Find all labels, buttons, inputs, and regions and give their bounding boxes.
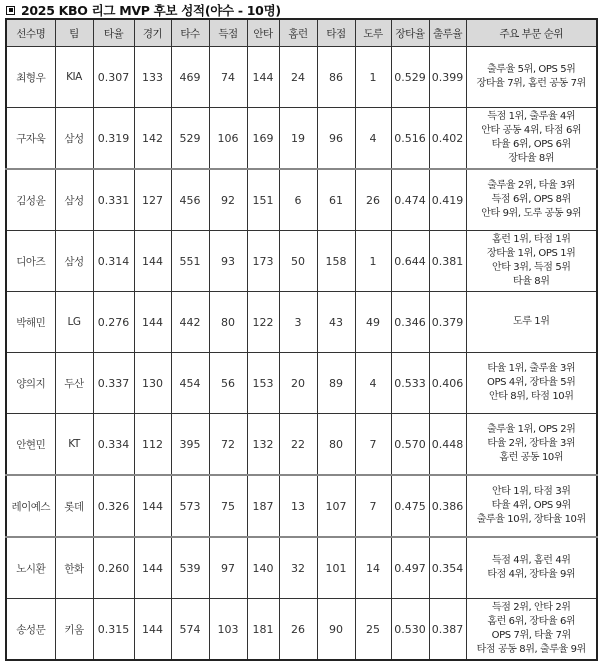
ranking-line: 타율 4위, OPS 9위	[491, 500, 571, 511]
cell-runs: 72	[209, 414, 247, 476]
table-row	[6, 108, 597, 170]
cell-team: 삼성	[55, 231, 93, 292]
cell-rbi: 43	[317, 292, 355, 353]
cell-team: 두산	[55, 353, 93, 414]
cell-key-rankings	[466, 47, 597, 108]
header-col-avg: 타율	[93, 19, 134, 47]
cell-games: 133	[134, 47, 171, 108]
ranking-line: 타율 1위, 출루율 3위	[487, 363, 576, 374]
ranking-line: 도루 1위	[512, 316, 550, 327]
header-col-player: 선수명	[6, 19, 55, 47]
cell-batting-avg: 0.315	[93, 599, 134, 661]
cell-on-base: 0.419	[429, 169, 466, 231]
cell-hits: 153	[247, 353, 279, 414]
cell-runs: 103	[209, 599, 247, 661]
header-col-slg: 장타율	[391, 19, 429, 47]
header-col-rbi: 타점	[317, 19, 355, 47]
table-row	[6, 47, 597, 108]
cell-runs: 75	[209, 475, 247, 537]
cell-batting-avg: 0.337	[93, 353, 134, 414]
ranking-line: 장타율 7위, 홈런 공동 7위	[476, 78, 586, 89]
cell-slugging: 0.474	[391, 169, 429, 231]
cell-home-runs: 13	[279, 475, 317, 537]
cell-key-rankings	[466, 353, 597, 414]
header-col-at-bats: 타수	[171, 19, 209, 47]
cell-team: LG	[55, 292, 93, 353]
ranking-line: 출루율 2위, 타율 3위	[487, 180, 576, 191]
ranking-line: 출루율 5위, OPS 5위	[487, 64, 576, 75]
ranking-line: 득점 2위, 안타 2위	[491, 602, 571, 613]
cell-key-rankings	[466, 169, 597, 231]
cell-at-bats: 551	[171, 231, 209, 292]
cell-batting-avg: 0.319	[93, 108, 134, 170]
table-row	[6, 475, 597, 537]
cell-rbi: 101	[317, 537, 355, 599]
ranking-line: 타율 6위, OPS 6위	[491, 139, 571, 150]
cell-on-base: 0.354	[429, 537, 466, 599]
ranking-line: OPS 4위, 장타율 5위	[487, 377, 576, 388]
header-col-games: 경기	[134, 19, 171, 47]
cell-slugging: 0.475	[391, 475, 429, 537]
cell-team: KIA	[55, 47, 93, 108]
cell-games: 112	[134, 414, 171, 476]
cell-runs: 97	[209, 537, 247, 599]
cell-key-rankings	[466, 414, 597, 476]
cell-runs: 56	[209, 353, 247, 414]
ranking-line: 득점 6위, OPS 8위	[491, 194, 571, 205]
cell-slugging: 0.644	[391, 231, 429, 292]
cell-team: 삼성	[55, 108, 93, 170]
cell-games: 127	[134, 169, 171, 231]
cell-hits: 140	[247, 537, 279, 599]
cell-slugging: 0.533	[391, 353, 429, 414]
ranking-line: 출루율 1위, OPS 2위	[487, 424, 576, 435]
ranking-line: 안타 1위, 타점 3위	[491, 486, 571, 497]
cell-games: 144	[134, 292, 171, 353]
square-bullet-icon	[6, 6, 15, 15]
table-row	[6, 599, 597, 661]
cell-player-name: 노시환	[6, 537, 55, 599]
table-row	[6, 537, 597, 599]
ranking-line: 홈런 공동 10위	[499, 452, 564, 463]
cell-rbi: 90	[317, 599, 355, 661]
cell-runs: 92	[209, 169, 247, 231]
table-row	[6, 292, 597, 353]
header-col-key-rankings: 주요 부문 순위	[466, 19, 597, 47]
cell-slugging: 0.529	[391, 47, 429, 108]
mvp-candidates-table	[5, 18, 598, 661]
cell-home-runs: 50	[279, 231, 317, 292]
cell-player-name: 최형우	[6, 47, 55, 108]
ranking-line: 안타 8위, 타점 10위	[488, 391, 574, 402]
cell-stolen-bases: 49	[355, 292, 391, 353]
cell-games: 130	[134, 353, 171, 414]
cell-stolen-bases: 4	[355, 108, 391, 170]
cell-player-name: 송성문	[6, 599, 55, 661]
ranking-line: 안타 공동 4위, 타점 6위	[481, 125, 582, 136]
cell-runs: 74	[209, 47, 247, 108]
cell-on-base: 0.406	[429, 353, 466, 414]
table-row	[6, 414, 597, 476]
ranking-line: 안타 3위, 득점 5위	[491, 262, 571, 273]
cell-stolen-bases: 14	[355, 537, 391, 599]
cell-rbi: 86	[317, 47, 355, 108]
header-col-stolen-bases: 도루	[355, 19, 391, 47]
cell-batting-avg: 0.331	[93, 169, 134, 231]
cell-home-runs: 3	[279, 292, 317, 353]
cell-on-base: 0.381	[429, 231, 466, 292]
cell-at-bats: 442	[171, 292, 209, 353]
cell-games: 144	[134, 599, 171, 661]
ranking-line: 출루율 10위, 장타율 10위	[476, 514, 586, 525]
cell-stolen-bases: 26	[355, 169, 391, 231]
cell-runs: 80	[209, 292, 247, 353]
cell-key-rankings	[466, 537, 597, 599]
cell-home-runs: 6	[279, 169, 317, 231]
cell-hits: 151	[247, 169, 279, 231]
cell-games: 142	[134, 108, 171, 170]
cell-key-rankings	[466, 599, 597, 661]
cell-slugging: 0.346	[391, 292, 429, 353]
ranking-line: 홈런 6위, 장타율 6위	[487, 616, 576, 627]
cell-on-base: 0.379	[429, 292, 466, 353]
cell-team: 키움	[55, 599, 93, 661]
cell-batting-avg: 0.276	[93, 292, 134, 353]
cell-rbi: 89	[317, 353, 355, 414]
ranking-line: OPS 7위, 타율 7위	[491, 630, 571, 641]
ranking-line: 타율 8위	[512, 276, 550, 287]
cell-player-name: 레이예스	[6, 475, 55, 537]
header-col-home-runs: 홈런	[279, 19, 317, 47]
cell-batting-avg: 0.326	[93, 475, 134, 537]
cell-on-base: 0.402	[429, 108, 466, 170]
cell-home-runs: 19	[279, 108, 317, 170]
cell-stolen-bases: 7	[355, 475, 391, 537]
cell-batting-avg: 0.307	[93, 47, 134, 108]
cell-key-rankings	[466, 292, 597, 353]
cell-at-bats: 456	[171, 169, 209, 231]
cell-at-bats: 529	[171, 108, 209, 170]
cell-home-runs: 24	[279, 47, 317, 108]
header-col-team: 팀	[55, 19, 93, 47]
cell-team: 삼성	[55, 169, 93, 231]
cell-team: KT	[55, 414, 93, 476]
ranking-line: 타점 4위, 장타율 9위	[487, 569, 576, 580]
cell-hits: 169	[247, 108, 279, 170]
cell-player-name: 박해민	[6, 292, 55, 353]
cell-team: 한화	[55, 537, 93, 599]
ranking-line: 홈런 1위, 타점 1위	[491, 234, 571, 245]
cell-player-name: 안현민	[6, 414, 55, 476]
ranking-line: 타율 2위, 장타율 3위	[487, 438, 576, 449]
header-col-runs: 득점	[209, 19, 247, 47]
cell-player-name: 구자욱	[6, 108, 55, 170]
ranking-line: 타점 공동 8위, 출루율 9위	[476, 644, 586, 655]
ranking-line: 장타율 1위, OPS 1위	[487, 248, 576, 259]
cell-at-bats: 574	[171, 599, 209, 661]
cell-on-base: 0.386	[429, 475, 466, 537]
table-row	[6, 169, 597, 231]
cell-key-rankings	[466, 108, 597, 170]
cell-batting-avg: 0.314	[93, 231, 134, 292]
header-col-hits: 안타	[247, 19, 279, 47]
cell-on-base: 0.399	[429, 47, 466, 108]
ranking-line: 득점 4위, 홈런 4위	[491, 555, 571, 566]
cell-hits: 144	[247, 47, 279, 108]
cell-key-rankings	[466, 231, 597, 292]
cell-slugging: 0.530	[391, 599, 429, 661]
cell-stolen-bases: 1	[355, 47, 391, 108]
cell-rbi: 107	[317, 475, 355, 537]
cell-hits: 173	[247, 231, 279, 292]
cell-hits: 181	[247, 599, 279, 661]
cell-stolen-bases: 25	[355, 599, 391, 661]
cell-hits: 187	[247, 475, 279, 537]
cell-slugging: 0.516	[391, 108, 429, 170]
cell-on-base: 0.387	[429, 599, 466, 661]
cell-player-name: 양의지	[6, 353, 55, 414]
cell-rbi: 80	[317, 414, 355, 476]
cell-at-bats: 469	[171, 47, 209, 108]
cell-home-runs: 22	[279, 414, 317, 476]
cell-stolen-bases: 4	[355, 353, 391, 414]
cell-at-bats: 539	[171, 537, 209, 599]
cell-batting-avg: 0.260	[93, 537, 134, 599]
cell-team: 롯데	[55, 475, 93, 537]
cell-at-bats: 573	[171, 475, 209, 537]
cell-stolen-bases: 7	[355, 414, 391, 476]
cell-runs: 106	[209, 108, 247, 170]
cell-player-name: 김성윤	[6, 169, 55, 231]
table-body	[6, 47, 597, 661]
header-col-obp: 출루율	[429, 19, 466, 47]
cell-stolen-bases: 1	[355, 231, 391, 292]
cell-player-name: 디아즈	[6, 231, 55, 292]
ranking-line: 득점 1위, 출루율 4위	[487, 111, 576, 122]
cell-rbi: 158	[317, 231, 355, 292]
cell-rbi: 96	[317, 108, 355, 170]
table-title	[6, 2, 281, 18]
cell-hits: 122	[247, 292, 279, 353]
cell-slugging: 0.570	[391, 414, 429, 476]
cell-batting-avg: 0.334	[93, 414, 134, 476]
ranking-line: 장타율 8위	[508, 153, 555, 164]
cell-runs: 93	[209, 231, 247, 292]
cell-key-rankings	[466, 475, 597, 537]
cell-games: 144	[134, 475, 171, 537]
cell-at-bats: 395	[171, 414, 209, 476]
cell-home-runs: 20	[279, 353, 317, 414]
cell-rbi: 61	[317, 169, 355, 231]
title-text: 2025 KBO 리그 MVP 후보 성적(야수 - 10명)	[21, 3, 281, 18]
ranking-line: 안타 9위, 도루 공동 9위	[481, 208, 582, 219]
cell-hits: 132	[247, 414, 279, 476]
cell-games: 144	[134, 231, 171, 292]
cell-home-runs: 26	[279, 599, 317, 661]
cell-on-base: 0.448	[429, 414, 466, 476]
table-row	[6, 231, 597, 292]
header-row	[6, 19, 597, 47]
table-row	[6, 353, 597, 414]
cell-slugging: 0.497	[391, 537, 429, 599]
cell-at-bats: 454	[171, 353, 209, 414]
cell-home-runs: 32	[279, 537, 317, 599]
cell-games: 144	[134, 537, 171, 599]
